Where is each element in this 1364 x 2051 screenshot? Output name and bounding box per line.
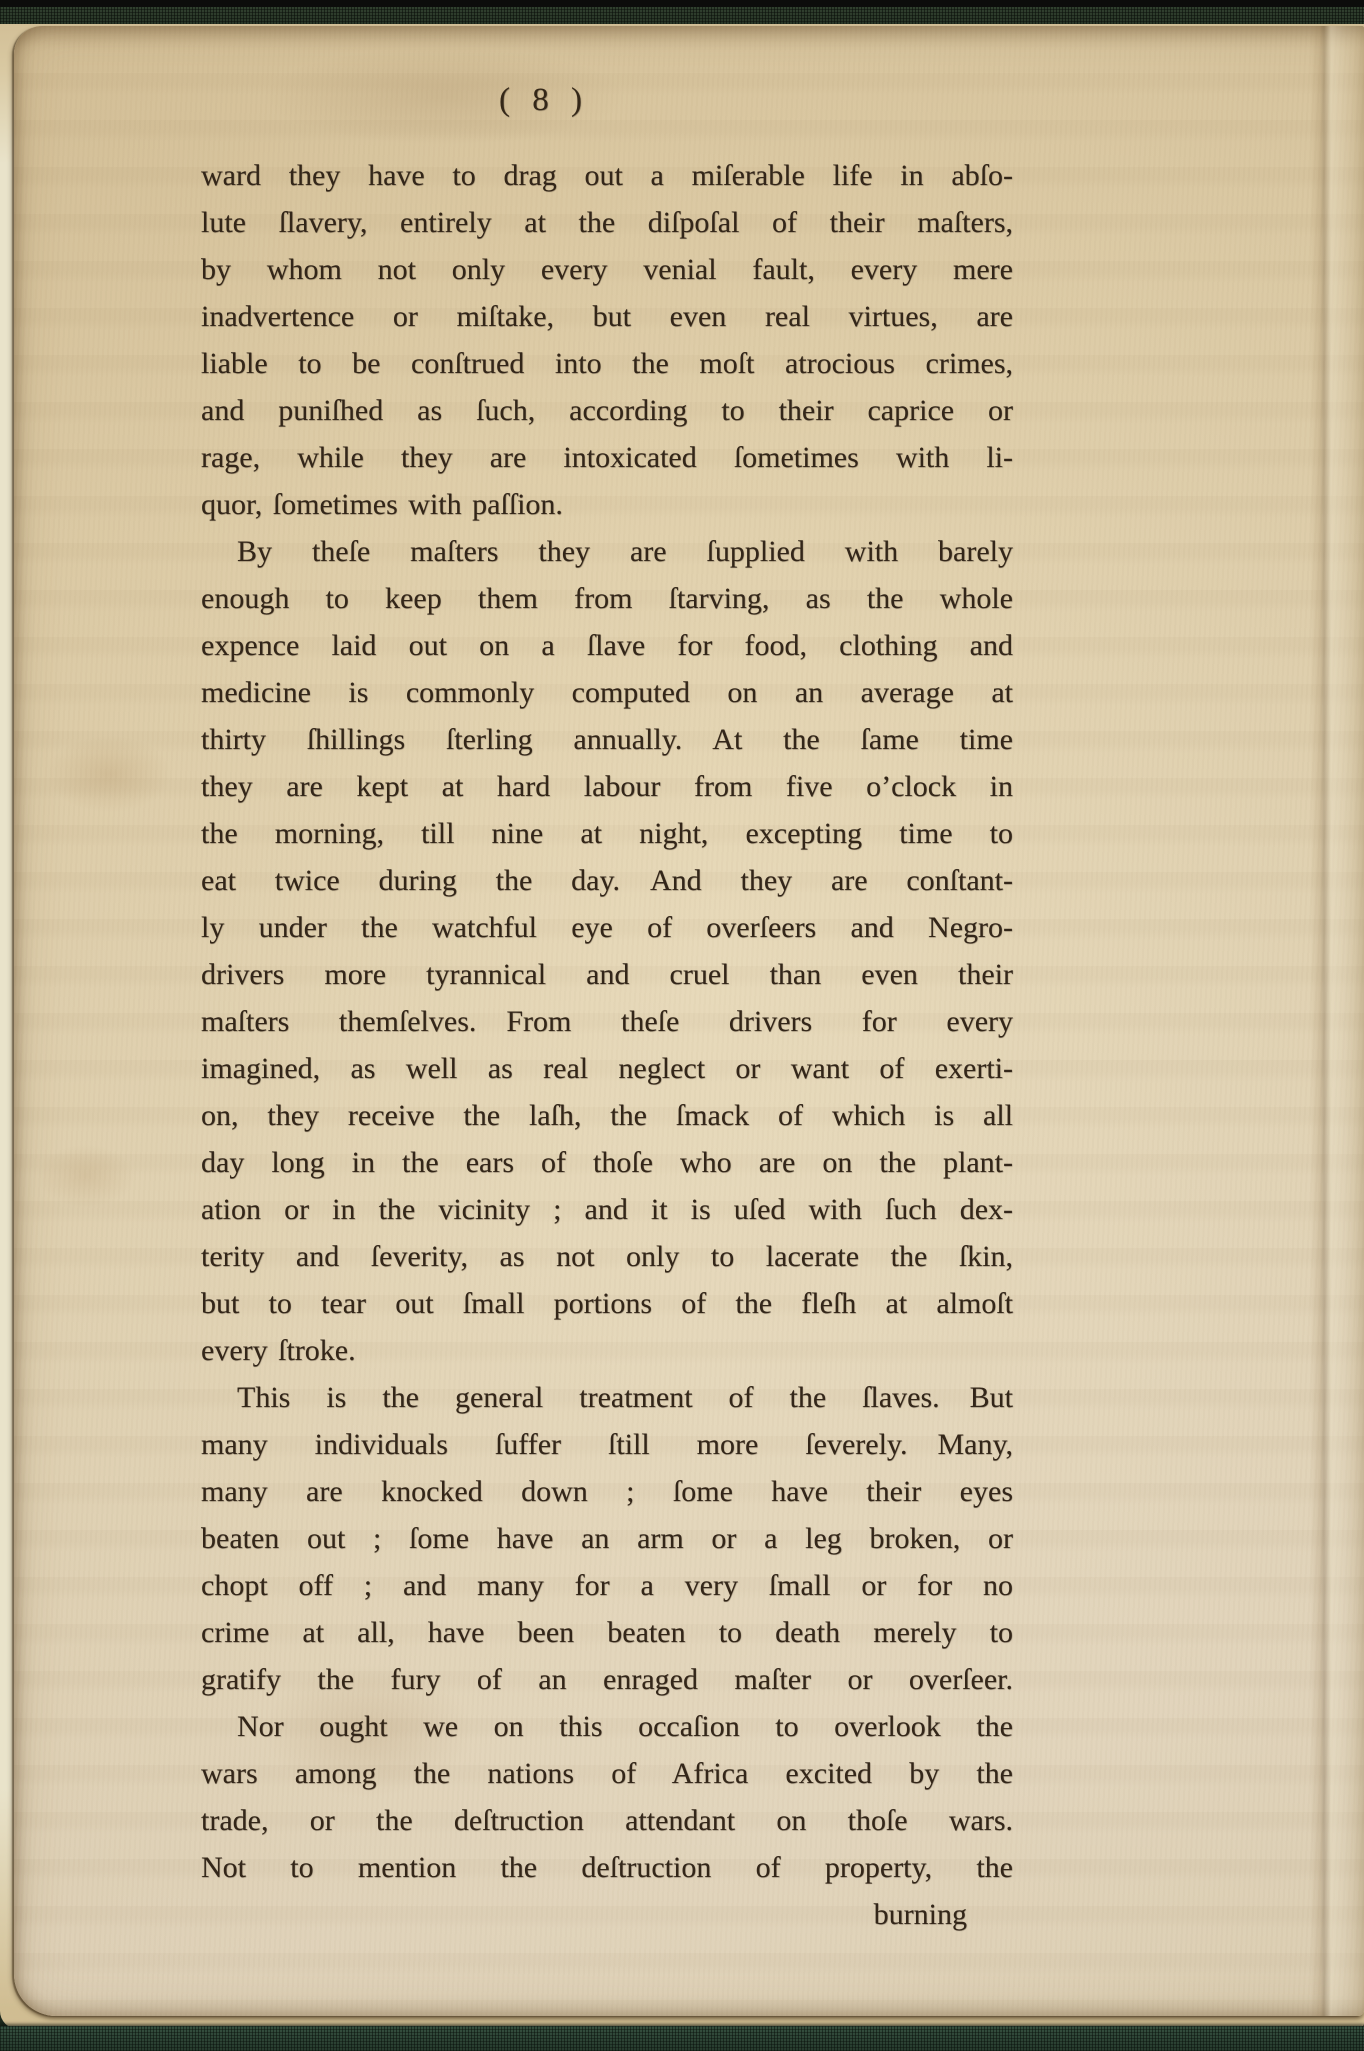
page [14,26,1364,2016]
text-line: by whom not only every venial fault, every mere [201,253,1013,286]
page-number: ( 8 ) [499,82,589,118]
text-line: maſters themſelves. From theſe drivers for every [201,1005,1013,1038]
text-line: the morning, till nine at night, excepting time to [201,817,1013,850]
text-line: eat twice during the day. And they are conſtant- [201,864,1013,897]
text-line: many individuals ſuffer ſtill more ſeverely. Many, [201,1428,1013,1461]
text-line: trade, or the deſtruction attendant on thoſe wars. [201,1804,1013,1837]
text-line: terity and ſeverity, as not only to lacerate the ſkin, [201,1240,1013,1273]
text-line: ly under the watchful eye of overſeers and Negro- [201,911,1013,944]
text-line: liable to be conſtrued into the moſt atrocious crimes, [201,347,1013,380]
page-crease [1310,26,1364,2016]
book-cover-bottom-edge [0,2026,1364,2051]
text-line: This is the general treatment of the ſlaves. But [237,1381,1013,1414]
text-line: expence laid out on a ſlave for food, clothing and [201,629,1013,662]
text-line: but to tear out ſmall portions of the fleſh at almoſt [201,1287,1013,1320]
text-line: imagined, as well as real neglect or want of exerti- [201,1052,1013,1085]
text-line: and puniſhed as ſuch, according to their caprice or [201,394,1013,427]
text-line: By theſe maſters they are ſupplied with barely [237,535,1013,568]
text-line: lute ſlavery, entirely at the diſpoſal of their maſters, [201,206,1013,239]
text-line: ation or in the vicinity ; and it is uſed with ſuch dex- [201,1193,1013,1226]
catchword: burning [873,1898,967,1931]
text-line: beaten out ; ſome have an arm or a leg broken, or [201,1522,1013,1555]
text-line: Nor ought we on this occaſion to overlook the [237,1710,1013,1743]
text-line: wars among the nations of Africa excited by the [201,1757,1013,1790]
text-line: rage, while they are intoxicated ſometimes with li- [201,441,1013,474]
text-line: many are knocked down ; ſome have their eyes [201,1475,1013,1508]
text-line: on, they receive the laſh, the ſmack of which is all [201,1099,1013,1132]
text-line: gratify the fury of an enraged maſter or overſeer. [201,1663,1013,1696]
text-line: crime at all, have been beaten to death merely to [201,1616,1013,1649]
text-line: enough to keep them from ſtarving, as the whole [201,582,1013,615]
text-line: they are kept at hard labour from five o’clock in [201,770,1013,803]
text-line: Not to mention the deſtruction of property, the [201,1851,1013,1884]
text-line: day long in the ears of thoſe who are on the plant- [201,1146,1013,1179]
text-line: drivers more tyrannical and cruel than even their [201,958,1013,991]
text-line: ward they have to drag out a miſerable life in abſo- [201,159,1013,192]
page-text [201,152,1013,1938]
text-line: thirty ſhillings ſterling annually. At the ſame time [201,723,1013,756]
text-line: quor, ſometimes with paſſion. [201,488,563,521]
text-line: every ſtroke. [201,1334,356,1367]
text-line: inadvertence or miſtake, but even real virtues, are [201,300,1013,333]
text-line: chopt off ; and many for a very ſmall or for no [201,1569,1013,1602]
text-line: medicine is commonly computed on an average at [201,676,1013,709]
